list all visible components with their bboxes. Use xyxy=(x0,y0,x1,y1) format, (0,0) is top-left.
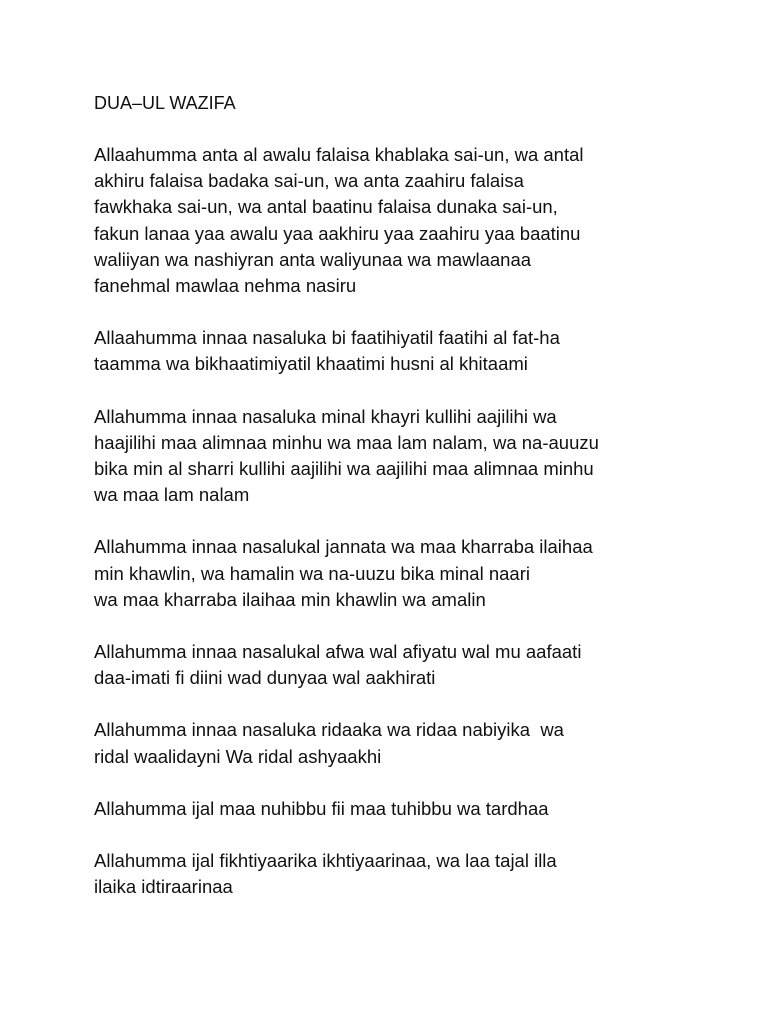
paragraph xyxy=(94,848,714,900)
text-line: Allahumma innaa nasaluka ridaaka wa ridaa nabiyika wa xyxy=(94,719,564,741)
text-line: fakun lanaa yaa awalu yaa aakhiru yaa zaahiru yaa baatinu xyxy=(94,222,581,244)
paragraph xyxy=(94,534,714,613)
text-line: bika min al sharri kullihi aajilihi wa aajilihi maa alimnaa minhu xyxy=(94,458,594,480)
paragraph xyxy=(94,639,714,691)
text-line: taamma wa bikhaatimiyatil khaatimi husni al khitaami xyxy=(94,353,528,375)
text-line: Allahumma innaa nasaluka minal khayri kullihi aajilihi wa xyxy=(94,405,557,427)
text-line: ridal waalidayni Wa ridal ashyaakhi xyxy=(94,745,382,767)
paragraph xyxy=(94,142,714,299)
text-line: Allahumma ijal maa nuhibbu fii maa tuhibbu wa tardhaa xyxy=(94,797,549,819)
paragraph xyxy=(94,325,714,377)
text-line: waliiyan wa nashiyran anta waliyunaa wa mawlaanaa xyxy=(94,248,532,270)
paragraph xyxy=(94,796,714,822)
text-line: Allahumma innaa nasalukal afwa wal afiyatu wal mu aafaati xyxy=(94,641,582,663)
text-line: Allahumma ijal fikhtiyaarika ikhtiyaarinaa, wa laa tajal illa xyxy=(94,850,557,872)
text-line: Allahumma innaa nasalukal jannata wa maa kharraba ilaihaa xyxy=(94,536,593,558)
text-line: wa maa lam nalam xyxy=(94,484,250,506)
document-body xyxy=(94,90,714,926)
text-line: daa-imati fi diini wad dunyaa wal aakhirati xyxy=(94,667,436,689)
text-line: haajilihi maa alimnaa minhu wa maa lam nalam, wa na-auuzu xyxy=(94,431,599,453)
text-line: Allaahumma innaa nasaluka bi faatihiyatil faatihi al fat-ha xyxy=(94,327,560,349)
text-line: akhiru falaisa badaka sai-un, wa anta zaahiru falaisa xyxy=(94,170,524,192)
paragraph xyxy=(94,717,714,769)
text-line: wa maa kharraba ilaihaa min khawlin wa amalin xyxy=(94,588,486,610)
paragraph xyxy=(94,404,714,509)
text-line: ilaika idtiraarinaa xyxy=(94,876,233,898)
text-line: Allaahumma anta al awalu falaisa khablaka sai-un, wa antal xyxy=(94,144,584,165)
text-line: min khawlin, wa hamalin wa na-uuzu bika minal naari xyxy=(94,562,530,584)
document-title: DUA–UL WAZIFA xyxy=(94,93,236,113)
text-line: fanehmal mawlaa nehma nasiru xyxy=(94,275,357,297)
text-line: fawkhaka sai-un, wa antal baatinu falaisa dunaka sai-un, xyxy=(94,196,558,218)
